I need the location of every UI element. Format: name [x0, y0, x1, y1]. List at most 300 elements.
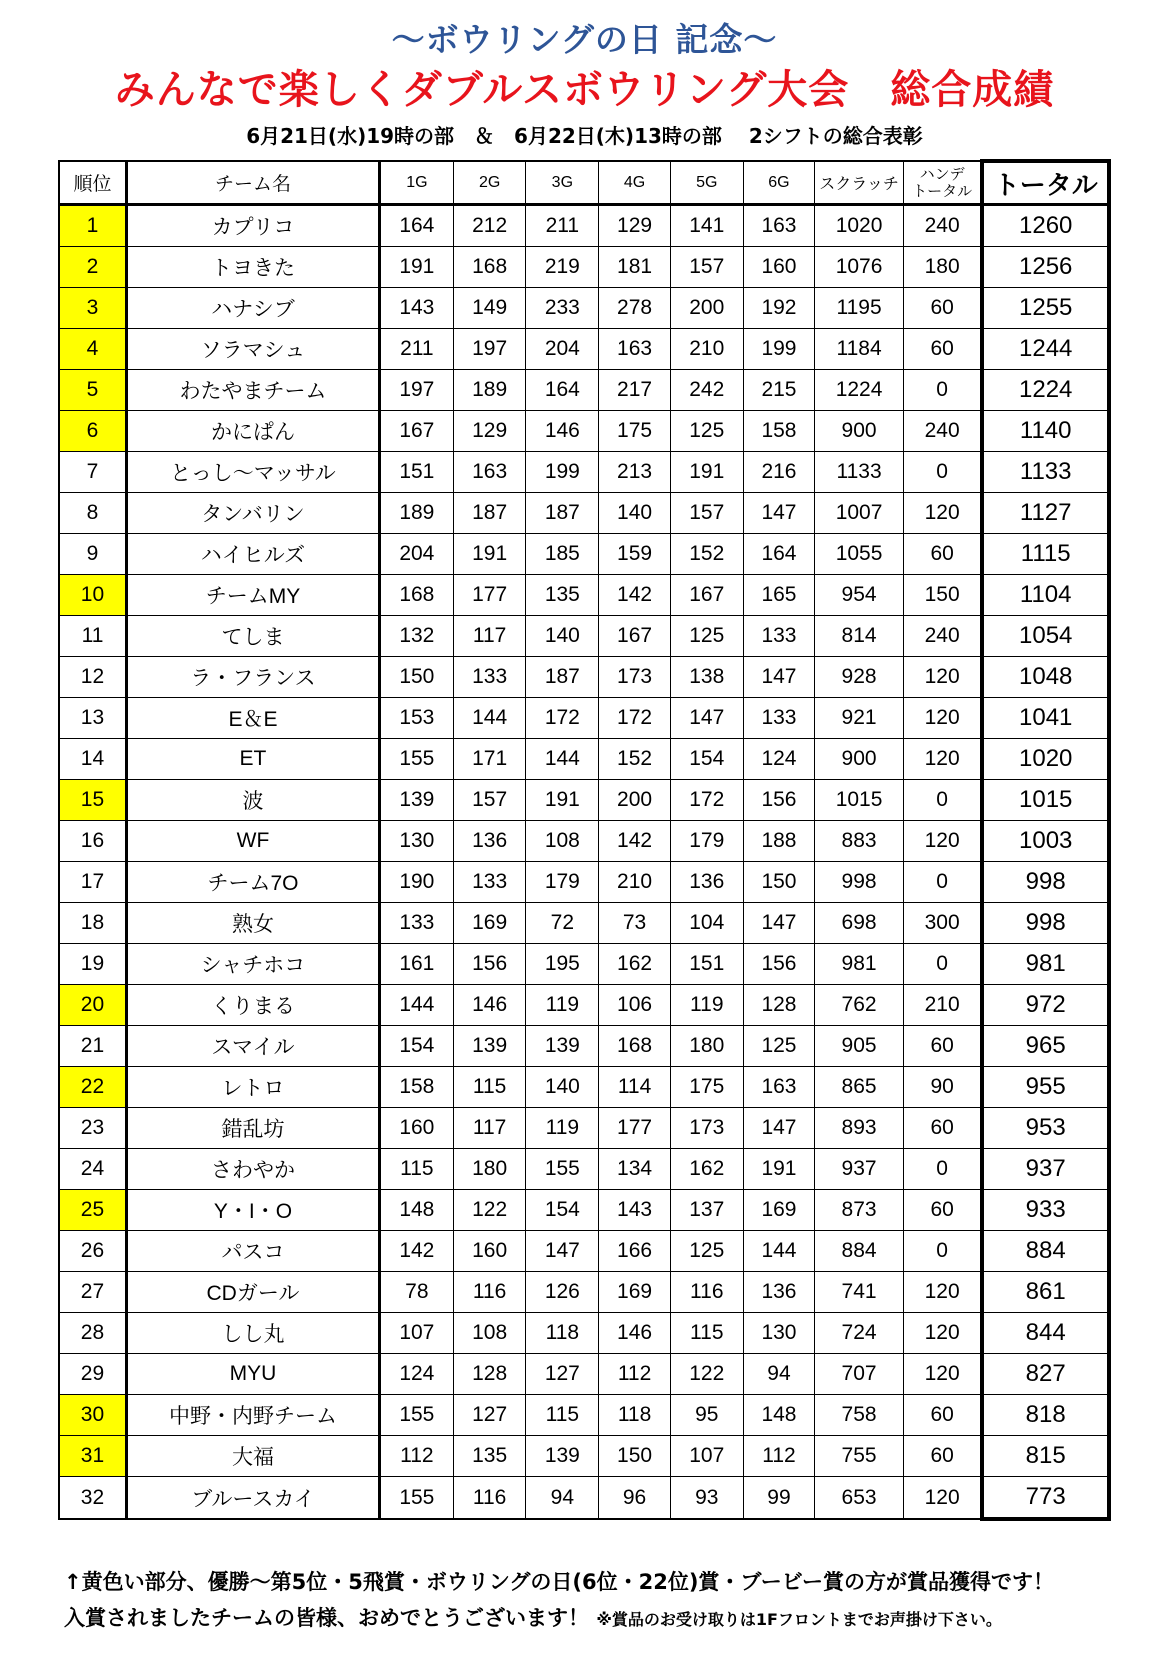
- team-name-cell: わたやまチーム: [126, 370, 379, 411]
- game-score-cell: 152: [670, 534, 743, 575]
- rank-cell: 4: [59, 329, 126, 370]
- game-score-cell: 200: [599, 780, 671, 821]
- table-row: [59, 370, 1109, 411]
- game-score-cell: 139: [379, 780, 453, 821]
- team-name-cell: ET: [126, 739, 379, 780]
- game-score-cell: 204: [526, 329, 599, 370]
- game-score-cell: 115: [670, 1313, 743, 1354]
- table-row: [59, 534, 1109, 575]
- game-score-cell: 147: [743, 903, 815, 944]
- rank-cell: 8: [59, 493, 126, 534]
- total-cell: 1256: [982, 247, 1109, 288]
- table-row: [59, 1231, 1109, 1272]
- team-name-cell: ラ・フランス: [126, 657, 379, 698]
- game-score-cell: 119: [670, 985, 743, 1026]
- game-score-cell: 204: [379, 534, 453, 575]
- scratch-cell: 1015: [815, 780, 904, 821]
- scratch-cell: 883: [815, 821, 904, 862]
- scratch-cell: 905: [815, 1026, 904, 1067]
- header-game-4: 4G: [599, 161, 671, 205]
- game-score-cell: 169: [599, 1272, 671, 1313]
- game-score-cell: 140: [599, 493, 671, 534]
- team-name-cell: CDガール: [126, 1272, 379, 1313]
- game-score-cell: 129: [453, 411, 526, 452]
- game-score-cell: 139: [526, 1026, 599, 1067]
- game-score-cell: 96: [599, 1477, 671, 1520]
- game-score-cell: 189: [379, 493, 453, 534]
- game-score-cell: 173: [599, 657, 671, 698]
- game-score-cell: 172: [670, 780, 743, 821]
- handicap-cell: 180: [903, 247, 982, 288]
- total-cell: 1140: [982, 411, 1109, 452]
- game-score-cell: 78: [379, 1272, 453, 1313]
- game-score-cell: 112: [743, 1436, 815, 1477]
- rank-cell: 18: [59, 903, 126, 944]
- total-cell: 1244: [982, 329, 1109, 370]
- team-name-cell: ハナシブ: [126, 288, 379, 329]
- handicap-cell: 0: [903, 452, 982, 493]
- table-row: [59, 452, 1109, 493]
- table-row: [59, 1067, 1109, 1108]
- game-score-cell: 130: [379, 821, 453, 862]
- game-score-cell: 133: [453, 657, 526, 698]
- handicap-cell: 120: [903, 1354, 982, 1395]
- total-cell: 1003: [982, 821, 1109, 862]
- handicap-cell: 150: [903, 575, 982, 616]
- game-score-cell: 217: [599, 370, 671, 411]
- game-score-cell: 195: [526, 944, 599, 985]
- game-score-cell: 148: [379, 1190, 453, 1231]
- game-score-cell: 133: [743, 616, 815, 657]
- table-row: [59, 821, 1109, 862]
- team-name-cell: チーム7O: [126, 862, 379, 903]
- table-row: [59, 1190, 1109, 1231]
- game-score-cell: 147: [670, 698, 743, 739]
- scratch-cell: 873: [815, 1190, 904, 1231]
- team-name-cell: MYU: [126, 1354, 379, 1395]
- table-row: [59, 1272, 1109, 1313]
- game-score-cell: 189: [453, 370, 526, 411]
- handicap-cell: 0: [903, 1149, 982, 1190]
- table-row: [59, 739, 1109, 780]
- game-score-cell: 116: [453, 1272, 526, 1313]
- game-score-cell: 141: [670, 205, 743, 247]
- game-score-cell: 191: [379, 247, 453, 288]
- game-score-cell: 160: [743, 247, 815, 288]
- game-score-cell: 108: [453, 1313, 526, 1354]
- scratch-cell: 741: [815, 1272, 904, 1313]
- rank-cell: 24: [59, 1149, 126, 1190]
- game-score-cell: 125: [670, 411, 743, 452]
- table-row: [59, 862, 1109, 903]
- game-score-cell: 130: [743, 1313, 815, 1354]
- game-score-cell: 147: [526, 1231, 599, 1272]
- handicap-cell: 120: [903, 1313, 982, 1354]
- game-score-cell: 172: [599, 698, 671, 739]
- table-row: [59, 698, 1109, 739]
- scratch-cell: 893: [815, 1108, 904, 1149]
- game-score-cell: 163: [743, 1067, 815, 1108]
- event-dates: 6月21日(水)19時の部 ＆ 6月22日(木)13時の部 2シフトの総合表彰: [246, 124, 923, 148]
- game-score-cell: 158: [743, 411, 815, 452]
- game-score-cell: 132: [379, 616, 453, 657]
- team-name-cell: 錯乱坊: [126, 1108, 379, 1149]
- game-score-cell: 118: [599, 1395, 671, 1436]
- table-row: [59, 657, 1109, 698]
- handicap-cell: 120: [903, 739, 982, 780]
- game-score-cell: 179: [670, 821, 743, 862]
- game-score-cell: 128: [743, 985, 815, 1026]
- team-name-cell: カプリコ: [126, 205, 379, 247]
- game-score-cell: 137: [670, 1190, 743, 1231]
- game-score-cell: 147: [743, 657, 815, 698]
- handicap-cell: 0: [903, 862, 982, 903]
- game-score-cell: 122: [670, 1354, 743, 1395]
- game-score-cell: 210: [670, 329, 743, 370]
- header-total: トータル: [982, 161, 1109, 205]
- event-title: みんなで楽しくダブルスボウリング大会 総合成績: [114, 67, 1055, 113]
- game-score-cell: 177: [599, 1108, 671, 1149]
- game-score-cell: 149: [453, 288, 526, 329]
- game-score-cell: 144: [379, 985, 453, 1026]
- total-cell: 773: [982, 1477, 1109, 1520]
- game-score-cell: 219: [526, 247, 599, 288]
- game-score-cell: 73: [599, 903, 671, 944]
- game-score-cell: 163: [453, 452, 526, 493]
- handicap-cell: 0: [903, 370, 982, 411]
- scratch-cell: 937: [815, 1149, 904, 1190]
- game-score-cell: 233: [526, 288, 599, 329]
- handicap-cell: 60: [903, 1436, 982, 1477]
- team-name-cell: 熟女: [126, 903, 379, 944]
- rank-cell: 30: [59, 1395, 126, 1436]
- scratch-cell: 1055: [815, 534, 904, 575]
- rank-cell: 12: [59, 657, 126, 698]
- rank-cell: 5: [59, 370, 126, 411]
- handicap-cell: 60: [903, 1108, 982, 1149]
- game-score-cell: 136: [743, 1272, 815, 1313]
- total-cell: 981: [982, 944, 1109, 985]
- table-row: [59, 944, 1109, 985]
- game-score-cell: 155: [526, 1149, 599, 1190]
- table-row: [59, 575, 1109, 616]
- game-score-cell: 146: [526, 411, 599, 452]
- scratch-cell: 653: [815, 1477, 904, 1520]
- header-handicap-total: [903, 161, 982, 205]
- table-row: [59, 1313, 1109, 1354]
- game-score-cell: 142: [599, 821, 671, 862]
- rank-cell: 29: [59, 1354, 126, 1395]
- table-row: [59, 205, 1109, 247]
- scratch-cell: 1020: [815, 205, 904, 247]
- scratch-cell: 1133: [815, 452, 904, 493]
- game-score-cell: 180: [453, 1149, 526, 1190]
- rank-cell: 27: [59, 1272, 126, 1313]
- game-score-cell: 119: [526, 985, 599, 1026]
- header-game-5: 5G: [670, 161, 743, 205]
- total-cell: 953: [982, 1108, 1109, 1149]
- table-row: [59, 288, 1109, 329]
- game-score-cell: 181: [599, 247, 671, 288]
- game-score-cell: 166: [599, 1231, 671, 1272]
- event-subtitle: ～ボウリングの日 記念～: [391, 20, 778, 59]
- scratch-cell: 884: [815, 1231, 904, 1272]
- table-row: [59, 1477, 1109, 1520]
- scratch-cell: 954: [815, 575, 904, 616]
- game-score-cell: 187: [526, 493, 599, 534]
- game-score-cell: 164: [526, 370, 599, 411]
- total-cell: 818: [982, 1395, 1109, 1436]
- rank-cell: 11: [59, 616, 126, 657]
- total-cell: 955: [982, 1067, 1109, 1108]
- team-name-cell: くりまる: [126, 985, 379, 1026]
- game-score-cell: 144: [526, 739, 599, 780]
- game-score-cell: 116: [453, 1477, 526, 1520]
- table-row: [59, 985, 1109, 1026]
- total-cell: 1115: [982, 534, 1109, 575]
- total-cell: 1224: [982, 370, 1109, 411]
- game-score-cell: 157: [453, 780, 526, 821]
- table-row: [59, 247, 1109, 288]
- team-name-cell: ブルースカイ: [126, 1477, 379, 1520]
- total-cell: 1041: [982, 698, 1109, 739]
- rank-cell: 17: [59, 862, 126, 903]
- game-score-cell: 136: [453, 821, 526, 862]
- rank-cell: 14: [59, 739, 126, 780]
- game-score-cell: 157: [670, 493, 743, 534]
- game-score-cell: 172: [526, 698, 599, 739]
- game-score-cell: 191: [453, 534, 526, 575]
- game-score-cell: 175: [670, 1067, 743, 1108]
- team-name-cell: 中野・内野チーム: [126, 1395, 379, 1436]
- team-name-cell: レトロ: [126, 1067, 379, 1108]
- total-cell: 1104: [982, 575, 1109, 616]
- game-score-cell: 213: [599, 452, 671, 493]
- scratch-cell: 921: [815, 698, 904, 739]
- scratch-cell: 865: [815, 1067, 904, 1108]
- table-row: [59, 1149, 1109, 1190]
- table-row: [59, 616, 1109, 657]
- game-score-cell: 144: [453, 698, 526, 739]
- total-cell: 965: [982, 1026, 1109, 1067]
- scratch-cell: 900: [815, 411, 904, 452]
- rank-cell: 16: [59, 821, 126, 862]
- game-score-cell: 104: [670, 903, 743, 944]
- header-scratch: スクラッチ: [815, 161, 904, 205]
- game-score-cell: 140: [526, 1067, 599, 1108]
- team-name-cell: しし丸: [126, 1313, 379, 1354]
- game-score-cell: 115: [526, 1395, 599, 1436]
- game-score-cell: 117: [453, 616, 526, 657]
- game-score-cell: 164: [379, 205, 453, 247]
- game-score-cell: 161: [379, 944, 453, 985]
- game-score-cell: 192: [743, 288, 815, 329]
- game-score-cell: 139: [526, 1436, 599, 1477]
- game-score-cell: 124: [743, 739, 815, 780]
- table-row: [59, 1354, 1109, 1395]
- table-row: [59, 903, 1109, 944]
- rank-cell: 15: [59, 780, 126, 821]
- game-score-cell: 199: [743, 329, 815, 370]
- game-score-cell: 165: [743, 575, 815, 616]
- team-name-cell: スマイル: [126, 1026, 379, 1067]
- game-score-cell: 187: [526, 657, 599, 698]
- game-score-cell: 216: [743, 452, 815, 493]
- scratch-cell: 724: [815, 1313, 904, 1354]
- game-score-cell: 114: [599, 1067, 671, 1108]
- game-score-cell: 215: [743, 370, 815, 411]
- handicap-cell: 300: [903, 903, 982, 944]
- scratch-cell: 1224: [815, 370, 904, 411]
- handicap-cell: 0: [903, 944, 982, 985]
- total-cell: 998: [982, 903, 1109, 944]
- game-score-cell: 107: [379, 1313, 453, 1354]
- team-name-cell: 波: [126, 780, 379, 821]
- game-score-cell: 190: [379, 862, 453, 903]
- handicap-cell: 60: [903, 1395, 982, 1436]
- scratch-cell: 814: [815, 616, 904, 657]
- handicap-cell: 60: [903, 288, 982, 329]
- game-score-cell: 155: [379, 1395, 453, 1436]
- game-score-cell: 150: [599, 1436, 671, 1477]
- handicap-cell: 120: [903, 1477, 982, 1520]
- game-score-cell: 211: [526, 205, 599, 247]
- team-name-cell: 大福: [126, 1436, 379, 1477]
- game-score-cell: 191: [526, 780, 599, 821]
- game-score-cell: 167: [670, 575, 743, 616]
- game-score-cell: 153: [379, 698, 453, 739]
- team-name-cell: Y・I・O: [126, 1190, 379, 1231]
- rank-cell: 3: [59, 288, 126, 329]
- rank-cell: 1: [59, 205, 126, 247]
- handicap-cell: 0: [903, 780, 982, 821]
- game-score-cell: 154: [379, 1026, 453, 1067]
- total-cell: 815: [982, 1436, 1109, 1477]
- rank-cell: 20: [59, 985, 126, 1026]
- game-score-cell: 135: [453, 1436, 526, 1477]
- header-team: チーム名: [126, 161, 379, 205]
- game-score-cell: 147: [743, 1108, 815, 1149]
- game-score-cell: 187: [453, 493, 526, 534]
- game-score-cell: 160: [379, 1108, 453, 1149]
- game-score-cell: 159: [599, 534, 671, 575]
- rank-cell: 26: [59, 1231, 126, 1272]
- total-cell: 1260: [982, 205, 1109, 247]
- game-score-cell: 126: [526, 1272, 599, 1313]
- game-score-cell: 146: [453, 985, 526, 1026]
- results-body: [59, 205, 1109, 1520]
- handicap-cell: 90: [903, 1067, 982, 1108]
- total-cell: 933: [982, 1190, 1109, 1231]
- game-score-cell: 124: [379, 1354, 453, 1395]
- handicap-cell: 240: [903, 205, 982, 247]
- game-score-cell: 179: [526, 862, 599, 903]
- game-score-cell: 133: [379, 903, 453, 944]
- game-score-cell: 135: [526, 575, 599, 616]
- team-name-cell: E＆E: [126, 698, 379, 739]
- game-score-cell: 127: [526, 1354, 599, 1395]
- rank-cell: 25: [59, 1190, 126, 1231]
- game-score-cell: 146: [599, 1313, 671, 1354]
- table-row: [59, 1395, 1109, 1436]
- header-handicap-line1: ハンデ: [919, 165, 965, 183]
- handicap-cell: 120: [903, 493, 982, 534]
- game-score-cell: 94: [743, 1354, 815, 1395]
- congrats-note: [64, 1602, 1002, 1632]
- game-score-cell: 210: [599, 862, 671, 903]
- handicap-cell: 120: [903, 821, 982, 862]
- scratch-cell: 998: [815, 862, 904, 903]
- game-score-cell: 199: [526, 452, 599, 493]
- game-score-cell: 156: [453, 944, 526, 985]
- game-score-cell: 108: [526, 821, 599, 862]
- game-score-cell: 177: [453, 575, 526, 616]
- team-name-cell: シャチホコ: [126, 944, 379, 985]
- game-score-cell: 125: [670, 1231, 743, 1272]
- game-score-cell: 162: [670, 1149, 743, 1190]
- game-score-cell: 154: [526, 1190, 599, 1231]
- game-score-cell: 143: [599, 1190, 671, 1231]
- game-score-cell: 212: [453, 205, 526, 247]
- team-name-cell: ハイヒルズ: [126, 534, 379, 575]
- total-cell: 1255: [982, 288, 1109, 329]
- game-score-cell: 156: [743, 944, 815, 985]
- total-cell: 998: [982, 862, 1109, 903]
- header-game-6: 6G: [743, 161, 815, 205]
- game-score-cell: 150: [743, 862, 815, 903]
- game-score-cell: 112: [379, 1436, 453, 1477]
- game-score-cell: 134: [599, 1149, 671, 1190]
- game-score-cell: 118: [526, 1313, 599, 1354]
- game-score-cell: 168: [599, 1026, 671, 1067]
- team-name-cell: てしま: [126, 616, 379, 657]
- table-row: [59, 780, 1109, 821]
- game-score-cell: 164: [743, 534, 815, 575]
- game-score-cell: 156: [743, 780, 815, 821]
- game-score-cell: 143: [379, 288, 453, 329]
- scratch-cell: 698: [815, 903, 904, 944]
- game-score-cell: 171: [453, 739, 526, 780]
- total-cell: 1127: [982, 493, 1109, 534]
- game-score-cell: 150: [379, 657, 453, 698]
- game-score-cell: 94: [526, 1477, 599, 1520]
- team-name-cell: ソラマシュ: [126, 329, 379, 370]
- scratch-cell: 1007: [815, 493, 904, 534]
- game-score-cell: 188: [743, 821, 815, 862]
- table-row: [59, 411, 1109, 452]
- total-cell: 861: [982, 1272, 1109, 1313]
- game-score-cell: 151: [379, 452, 453, 493]
- header-game-3: 3G: [526, 161, 599, 205]
- handicap-cell: 60: [903, 329, 982, 370]
- game-score-cell: 99: [743, 1477, 815, 1520]
- game-score-cell: 125: [743, 1026, 815, 1067]
- game-score-cell: 211: [379, 329, 453, 370]
- game-score-cell: 157: [670, 247, 743, 288]
- game-score-cell: 162: [599, 944, 671, 985]
- game-score-cell: 147: [743, 493, 815, 534]
- team-name-cell: トヨきた: [126, 247, 379, 288]
- game-score-cell: 133: [453, 862, 526, 903]
- game-score-cell: 151: [670, 944, 743, 985]
- game-score-cell: 175: [599, 411, 671, 452]
- game-score-cell: 115: [379, 1149, 453, 1190]
- team-name-cell: WF: [126, 821, 379, 862]
- team-name-cell: かにぱん: [126, 411, 379, 452]
- game-score-cell: 169: [743, 1190, 815, 1231]
- rank-cell: 19: [59, 944, 126, 985]
- game-score-cell: 169: [453, 903, 526, 944]
